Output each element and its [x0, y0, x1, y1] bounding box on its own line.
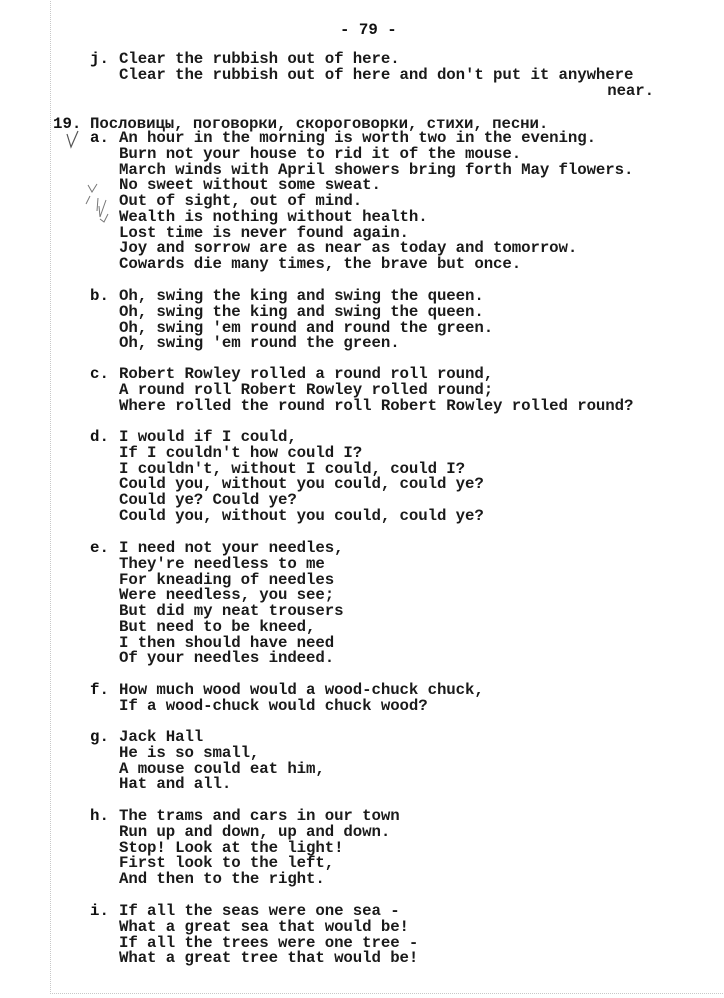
text-line: An hour in the morning is worth two in the evening.: [119, 129, 596, 147]
text-line: Robert Rowley rolled a round roll round,: [119, 365, 494, 383]
text-line: I would if I could,: [119, 428, 297, 446]
text-line: But need to be kneed,: [119, 617, 316, 636]
page-number: - 79 -: [340, 21, 397, 39]
text-line: Clear the rubbish out of here.: [119, 50, 400, 68]
text-line: But did my neat trousers: [119, 602, 344, 620]
item-label: i.: [90, 902, 109, 920]
text-line: Lost time is never found again.: [119, 223, 409, 242]
item-label: e.: [90, 539, 109, 557]
text-line: Oh, swing 'em round the green.: [119, 334, 400, 353]
text-line: What a great tree that would be!: [119, 949, 419, 968]
item-label: j.: [90, 50, 109, 68]
text-line: Oh, swing 'em round and round the green.: [119, 318, 494, 337]
text-line: A round roll Robert Rowley rolled round;: [119, 380, 494, 399]
text-line: If all the seas were one sea -: [119, 902, 400, 920]
text-line: If I couldn't how could I?: [119, 443, 363, 462]
section-heading: Пословицы, поговорки, скороговорки, стихи, песни.: [90, 115, 549, 133]
text-line: Oh, swing the king and swing the queen.: [119, 287, 484, 305]
item-label: h.: [90, 807, 109, 825]
text-line: And then to the right.: [119, 870, 325, 888]
text-line: Oh, swing the king and swing the queen.: [119, 302, 484, 321]
text-line: March winds with April showers bring forth May flowers.: [119, 160, 634, 179]
text-line: The trams and cars in our town: [119, 807, 400, 825]
text-line: What a great sea that would be!: [119, 917, 409, 936]
item-label: g.: [90, 728, 109, 746]
text-line: Where rolled the round roll Robert Rowley rolled round?: [119, 396, 634, 415]
item-label: c.: [90, 365, 109, 383]
section-number: 19.: [53, 115, 82, 133]
text-line: Joy and sorrow are as near as today and tomorrow.: [119, 239, 578, 258]
text-line: Hat and all.: [119, 775, 232, 794]
text-line: Could you, without you could, could ye?: [119, 475, 484, 494]
text-line: Of your needles indeed.: [119, 649, 335, 668]
text-line: If a wood-chuck would chuck wood?: [119, 696, 428, 715]
text-line-wrap: near.: [607, 81, 654, 100]
text-line: How much wood would a wood-chuck chuck,: [119, 681, 484, 699]
text-line: Jack Hall: [119, 728, 204, 746]
text-line: Run up and down, up and down.: [119, 822, 391, 841]
text-line: I need not your needles,: [119, 539, 344, 557]
text-line: He is so small,: [119, 743, 260, 762]
item-label: b.: [90, 287, 109, 305]
text-line: If all the trees were one tree -: [119, 933, 419, 952]
item-label: d.: [90, 428, 109, 446]
text-line: I then should have need: [119, 633, 335, 652]
text-line: Burn not your house to rid it of the mouse.: [119, 144, 522, 163]
text-line: First look to the left,: [119, 854, 335, 873]
text-line: Could ye? Could ye?: [119, 491, 297, 509]
text-line: I couldn't, without I could, could I?: [119, 459, 466, 478]
item-label: f.: [90, 681, 109, 699]
text-line: Clear the rubbish out of here and don't put it anywhere: [119, 65, 634, 84]
text-line: Cowards die many times, the brave but once.: [119, 255, 522, 273]
text-line: For kneading of needles: [119, 570, 335, 589]
text-line: Wealth is nothing without health.: [119, 207, 428, 226]
text-line: No sweet without some sweat.: [119, 176, 381, 195]
text-line: Could you, without you could, could ye?: [119, 506, 484, 525]
text-line: A mouse could eat him,: [119, 759, 325, 778]
text-line: They're needless to me: [119, 554, 325, 573]
text-line: Out of sight, out of mind.: [119, 192, 363, 210]
item-label: a.: [90, 129, 109, 147]
text-line: Stop! Look at the light!: [119, 838, 344, 857]
text-line: Were needless, you see;: [119, 586, 335, 605]
